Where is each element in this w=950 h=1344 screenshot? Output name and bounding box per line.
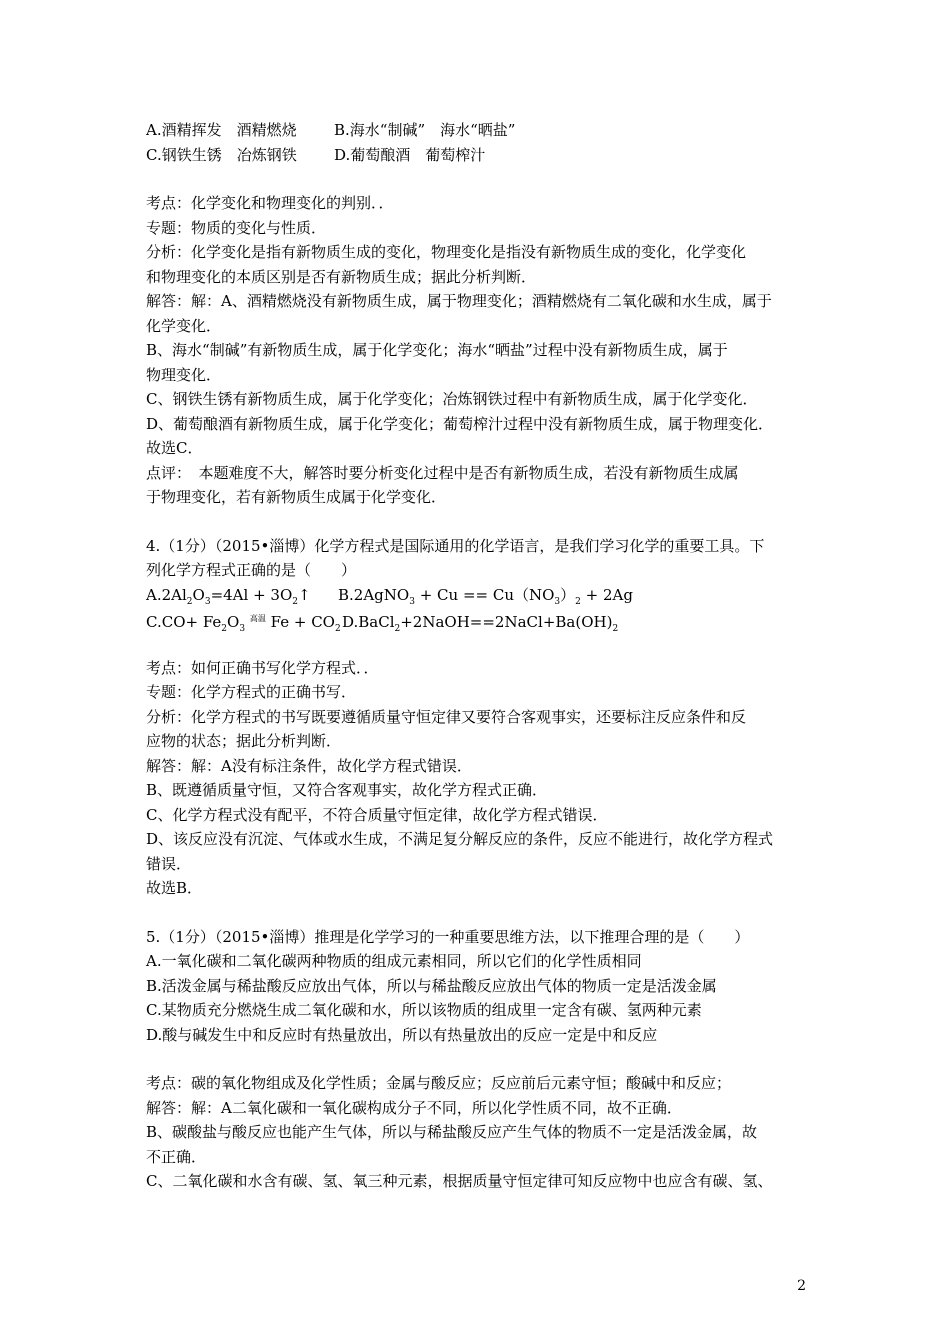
q4-option-c: $C.CO+ Fe_2O_3$ $^{高温}$ $Fe + CO_2$: [146, 613, 341, 634]
q3-dianping-line: 点评： 本题难度不大，解答时要分析变化过程中是否有新物质生成，若没有新物质生成属: [146, 463, 739, 482]
q5-option-d: D.酸与碱发生中和反应时有热量放出，所以有热量放出的反应一定是中和反应: [146, 1025, 658, 1044]
q3-fenxi-line: 和物理变化的本质区别是否有新物质生成；据此分析判断．: [146, 267, 537, 286]
q3-kaodian: 考点：化学变化和物理变化的判别．．: [146, 194, 394, 212]
q3-options-row-2: [146, 143, 816, 168]
q4-stem-line: 4.（1分）（2015•淄博）化学方程式是国际通用的化学语言，是我们学习化学的重要工具。下: [146, 536, 765, 555]
q4-fenxi-line: 分析：化学方程式的书写既要遵循质量守恒定律又要符合客观事实，还要标注反应条件和反: [146, 707, 747, 726]
q4-jieda-line: D、该反应没有沉淀、气体或水生成，不满足复分解反应的条件，反应不能进行，故化学方程式: [146, 830, 774, 848]
q4-jieda-line: 故选B．: [146, 879, 203, 897]
q4-fenxi-line: 应物的状态；据此分析判断．: [146, 732, 342, 750]
q4-jieda-line: B、既遵循质量守恒，又符合客观事实，故化学方程式正确．: [146, 781, 548, 799]
q4-zhuanti: 专题：化学方程式的正确书写．: [146, 683, 357, 701]
q3-option-d: D.葡萄酿酒 葡萄榨汁: [334, 145, 486, 164]
document-page: [146, 118, 816, 1194]
q3-jieda-line: B、海水“制碱”有新物质生成，属于化学变化；海水“晒盐”过程中没有新物质生成，属于: [146, 341, 728, 359]
q4-jieda-line: 解答：解：A没有标注条件，故化学方程式错误．: [146, 756, 472, 775]
q5-jieda-line: 解答：解：A二氧化碳和一氧化碳构成分子不同，所以化学性质不同，故不正确．: [146, 1098, 682, 1117]
q3-jieda-line: D、葡萄酿酒有新物质生成，属于化学变化；葡萄榨汁过程中没有新物质生成，属于物理变化．: [146, 414, 774, 433]
q5-kaodian: 考点：碳的氧化物组成及化学性质；金属与酸反应；反应前后元素守恒；酸碱中和反应；: [146, 1074, 732, 1092]
q4-options-row-2: [146, 607, 816, 632]
q5-jieda-line: 不正确．: [146, 1147, 207, 1166]
q4-jieda-line: C、化学方程式没有配平，不符合质量守恒定律，故化学方程式错误．: [146, 805, 608, 824]
q5-stem: 5.（1分）（2015•淄博）推理是化学学习的一种重要思维方法，以下推理合理的是（ ）: [146, 927, 750, 946]
q5-jieda-line: C、二氧化碳和水含有碳、氢、氧三种元素，根据质量守恒定律可知反应物中也应含有碳、氢、: [146, 1172, 773, 1190]
q5-option-a: A.一氧化碳和二氧化碳两种物质的组成元素相同，所以它们的化学性质相同: [146, 952, 642, 970]
q3-jieda-line: 化学变化．: [146, 316, 222, 335]
q5-option-b: B.活泼金属与稀盐酸反应放出气体，所以与稀盐酸反应放出气体的物质一定是活泼金属: [146, 976, 717, 995]
q3-option-b: B.海水“制碱” 海水“晒盐”: [334, 121, 516, 139]
q3-option-a: A.酒精挥发 酒精燃烧: [146, 121, 297, 139]
q3-dianping-line: 于物理变化，若有新物质生成属于化学变化．: [146, 488, 447, 506]
q3-options-row-1: [146, 118, 816, 143]
q4-jieda-line: 错误．: [146, 854, 192, 873]
q3-option-c: C.钢铁生锈 冶炼钢铁: [146, 145, 297, 164]
q4-kaodian: 考点：如何正确书写化学方程式．．: [146, 658, 379, 677]
q4-options-row-1: [146, 583, 816, 608]
q4-option-d: $D.BaCl_2+2NaOH==2NaCl+Ba(OH)_2$: [342, 613, 619, 634]
q3-zhuanti: 专题：物质的变化与性质．: [146, 218, 327, 237]
q3-jieda-line: 故选C．: [146, 439, 203, 457]
q4-option-a: $A.2Al_2O_3=4Al$ + $3O_2↑$: [146, 585, 311, 607]
q3-jieda-line: 解答：解：A、酒精燃烧没有新物质生成，属于物理变化；酒精燃烧有二氧化碳和水生成，属于: [146, 292, 772, 310]
q5-jieda-line: B、碳酸盐与酸反应也能产生气体，所以与稀盐酸反应产生气体的物质不一定是活泼金属，故: [146, 1123, 758, 1141]
reaction-condition: 高温: [249, 614, 266, 623]
q4-stem-line: 列化学方程式正确的是（ ）: [146, 561, 357, 579]
q5-option-c: C.某物质充分燃烧生成二氧化碳和水，所以该物质的组成里一定含有碳、氢两种元素: [146, 1001, 702, 1019]
page-number: 2: [797, 1278, 806, 1294]
q3-jieda-line: 物理变化．: [146, 365, 222, 384]
q4-option-b: B.2AgNO$_3$ + $Cu == Cu(NO_3)_2 + 2Ag$: [338, 585, 633, 607]
q3-fenxi-line: 分析：化学变化是指有新物质生成的变化，物理变化是指没有新物质生成的变化，化学变化: [146, 243, 747, 261]
q3-jieda-line: C、钢铁生锈有新物质生成，属于化学变化；冶炼钢铁过程中有新物质生成，属于化学变化．: [146, 390, 758, 408]
